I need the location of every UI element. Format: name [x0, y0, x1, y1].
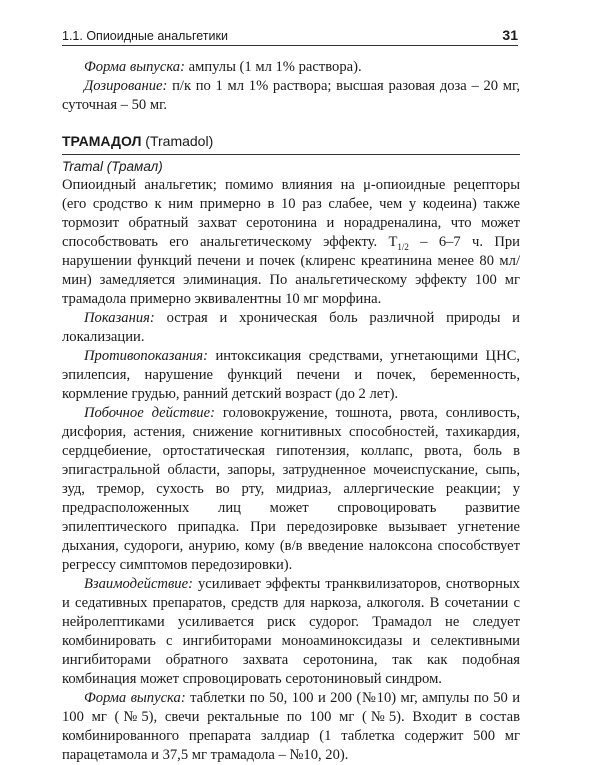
running-header — [62, 27, 518, 46]
description-part2: – 6–7 ч. При нарушении функций печени и почек (клиренс креатинина менее 80 мл/мин) замедляется элиминация. По анальгетическому эффекту 100 мг трамадола примерно эквивалентны 10 мг морфина. — [62, 234, 520, 307]
indications-text: острая и хроническая боль различной природы и локализации. — [62, 310, 520, 345]
indications-label: Показания: — [84, 310, 155, 326]
side-effects-label: Побочное действие: — [84, 405, 215, 421]
trade-name: Tramal (Трамал) — [62, 159, 163, 174]
drug-heading — [62, 132, 520, 151]
indications-paragraph — [62, 309, 520, 347]
contraindications-label: Противопоказания: — [84, 348, 208, 364]
intro-dosage-paragraph — [62, 77, 520, 115]
side-effects-text: головокружение, тошнота, рвота, сонливость, дисфория, астения, снижение когнитивных способностей, тахикардия, сердцебиение, ортостатическая гипотензия, коллапс, рвота, боль в эпигастральной области, запоры, затрудненное мочеиспускание, сыпь, зуд, тремор, сухость во рту, мидриаз, аллергические реакции; у предрасположенных лиц может спровоцировать развитие эпилептического припадка. При передозировке вызывает угнетение дыхания, судороги, анурию, кому (в/в введение налоксона способствует регрессу симптомов передозировки). — [62, 405, 521, 573]
contraindications-text: интоксикация средствами, угнетающими ЦНС, эпилепсия, нарушение функций печени и почек, беременность, кормление грудью, ранний детский возраст (до 2 лет). — [62, 348, 520, 402]
interaction-text: усиливает эффекты транквилизаторов, снотворных и седативных препаратов, средств для наркоза, алкоголя. В сочетании с нейролептиками усиливается риск судорог. Трамадол не следует комбинировать с ингибиторами моноаминоксидазы и селективными ингибиторами обратного захвата серотонина, так как подобная комбинация может спровоцировать серотониновый синдром. — [62, 576, 520, 687]
drug-name: ТРАМАДОЛ — [62, 133, 142, 149]
page-number: 31 — [502, 27, 518, 43]
description-paragraph — [62, 176, 520, 309]
form-label: Форма выпуска: — [84, 59, 185, 75]
interaction-paragraph — [62, 575, 520, 689]
drug-form-paragraph — [62, 689, 520, 765]
form-text: ампулы (1 мл 1% раствора). — [188, 59, 362, 75]
dosage-text: п/к по 1 мл 1% раствора; высшая разовая доза – 20 мг, суточная – 50 мг. — [62, 78, 520, 113]
intro-form-paragraph — [62, 58, 520, 77]
section-title: 1.1. Опиоидные анальгетики — [62, 29, 228, 43]
side-effects-paragraph — [62, 404, 520, 575]
half-life-subscript: 1/2 — [397, 241, 409, 252]
drug-form-text: таблетки по 50, 100 и 200 (№10) мг, ампулы по 50 и 100 мг (№5), свечи ректальные по 100 мг (№5). Входит в состав комбинированного препарата залдиар (1 таблетка содержит 500 мг парацетамола и 37,5 мг трамадола – №10, 20). — [62, 690, 520, 763]
page-body — [62, 58, 520, 765]
heading-rule — [62, 154, 520, 155]
contraindications-paragraph — [62, 347, 520, 404]
drug-form-label: Форма выпуска: — [84, 690, 186, 706]
dosage-label: Дозирование: — [84, 78, 168, 94]
interaction-label: Взаимодействие: — [84, 576, 193, 592]
drug-latin-name: (Tramadol) — [145, 133, 214, 149]
description-part1: Опиоидный анальгетик; помимо влияния на μ-опиоидные рецепторы (его сродство к ним примерно в 10 раз слабее, чем у кодеина) также тормозит обратный захват серотонина и норадреналина, что может способствовать его анальгетическому эффекту. T — [62, 177, 520, 250]
